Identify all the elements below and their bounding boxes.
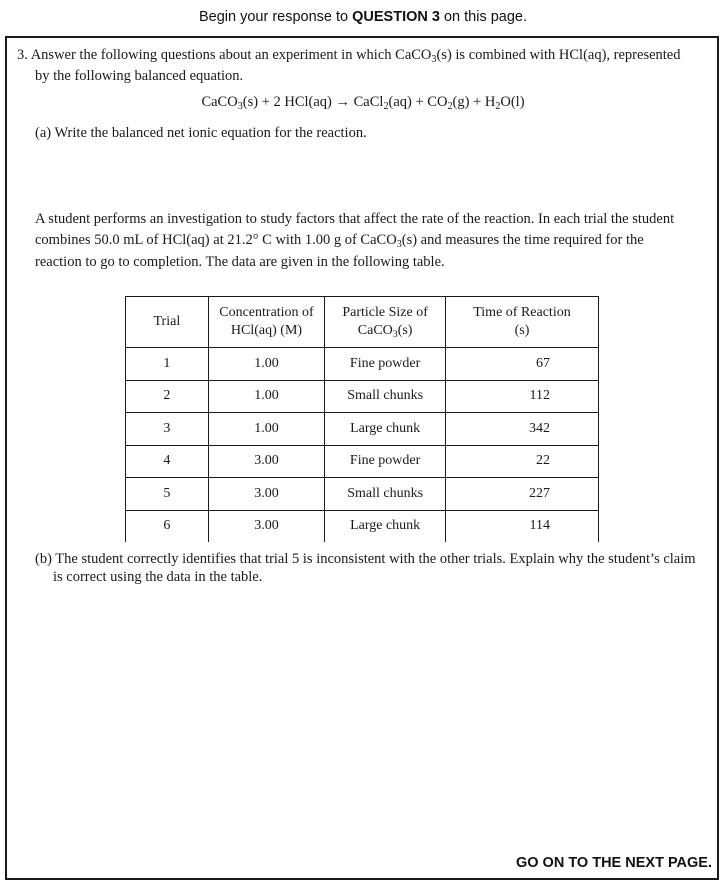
cell-concentration: 1.00 [208, 380, 325, 413]
cell-concentration: 1.00 [208, 348, 325, 381]
table-row [126, 348, 599, 381]
table-row [126, 445, 599, 478]
cell-trial: 5 [126, 478, 209, 511]
table-header-row [126, 297, 599, 348]
cell-trial: 2 [126, 380, 209, 413]
header-trial-text: Trial [153, 314, 181, 329]
cell-concentration: 3.00 [208, 510, 325, 542]
cell-time: 112 [445, 380, 598, 413]
para-sub: 3 [396, 239, 402, 251]
question-intro [17, 45, 707, 87]
cell-concentration: 3.00 [208, 478, 325, 511]
cell-trial: 3 [126, 413, 209, 446]
table-row [126, 510, 599, 542]
intro-text-a: Answer the following questions about an experiment in which CaCO [30, 47, 432, 63]
part-b-prompt [35, 550, 710, 586]
table-row [126, 478, 599, 511]
cell-trial: 1 [126, 348, 209, 381]
eq-sub-1: 3 [237, 101, 243, 112]
cell-particle-size: Small chunks [325, 380, 446, 413]
page-header [0, 9, 726, 25]
cell-particle-size: Large chunk [325, 510, 446, 542]
eq-part-2: (s) + 2 HCl(aq) → CaCl [242, 94, 384, 110]
cell-particle-size: Small chunks [325, 478, 446, 511]
part-b-line-2: is correct using the data in the table. [53, 569, 263, 585]
para-line-2a: combines 50.0 mL of HCl(aq) at 21.2° C with 1.00 g of CaCO [35, 232, 397, 249]
table-row [126, 413, 599, 446]
eq-part-4: (g) + H [452, 94, 496, 110]
cell-time: 22 [445, 445, 598, 478]
footer-next-page: GO ON TO THE NEXT PAGE. [515, 855, 712, 871]
cell-concentration: 1.00 [208, 413, 325, 446]
cell-particle-size: Fine powder [325, 348, 446, 381]
cell-particle-size: Large chunk [325, 413, 446, 446]
para-line-3: reaction to go to completion. The data are given in the following table. [35, 253, 445, 270]
header-trial [126, 297, 209, 348]
cell-trial: 6 [126, 510, 209, 542]
header-size-line1: Particle Size of [342, 305, 428, 320]
part-a-prompt: (a) Write the balanced net ionic equation for the reaction. [35, 125, 367, 141]
eq-sub-2: 2 [383, 101, 389, 112]
experiment-description [35, 209, 705, 273]
eq-part-3: (aq) + CO [388, 94, 448, 110]
header-suffix: on this page. [439, 9, 528, 25]
eq-part-1: CaCO [201, 94, 238, 110]
cell-trial: 4 [126, 445, 209, 478]
cell-time: 67 [445, 348, 598, 381]
header-size-line2: CaCO [357, 323, 393, 338]
header-time-line1: Time of Reaction [473, 305, 571, 320]
table-row [126, 380, 599, 413]
intro-line-2: by the following balanced equation. [35, 68, 244, 84]
header-concentration [208, 297, 325, 348]
cell-time: 227 [445, 478, 598, 511]
header-size-end: (s) [397, 323, 413, 338]
balanced-equation [0, 94, 726, 111]
para-line-2b: (s) and measures the time required for the [401, 232, 644, 249]
cell-particle-size: Fine powder [325, 445, 446, 478]
header-particle-size [325, 297, 446, 348]
question-number: 3. [17, 47, 28, 63]
cell-time: 114 [445, 510, 598, 542]
header-conc-line1: Concentration of [219, 305, 314, 320]
cell-concentration: 3.00 [208, 445, 325, 478]
data-table [125, 296, 599, 542]
header-time [445, 297, 598, 348]
header-prefix: Begin your response to [198, 9, 353, 25]
eq-part-5: O(l) [500, 94, 525, 110]
header-conc-line2: HCl(aq) (M) [230, 323, 303, 338]
eq-sub-4: 2 [495, 101, 501, 112]
para-line-1: A student performs an investigation to study factors that affect the rate of the reaction. In each trial the student [35, 211, 675, 227]
header-time-line2: (s) [514, 323, 530, 338]
part-b-line-1: (b) The student correctly identifies that trial 5 is inconsistent with the other trials. Explain why the student’s claim [35, 551, 696, 567]
intro-text-b: (s) is combined with HCl(aq), represented [436, 47, 681, 63]
intro-sub: 3 [431, 54, 437, 65]
header-size-sub: 3 [392, 329, 398, 340]
cell-time: 342 [445, 413, 598, 446]
eq-sub-3: 2 [447, 101, 453, 112]
header-question-ref: QUESTION 3 [352, 9, 440, 25]
